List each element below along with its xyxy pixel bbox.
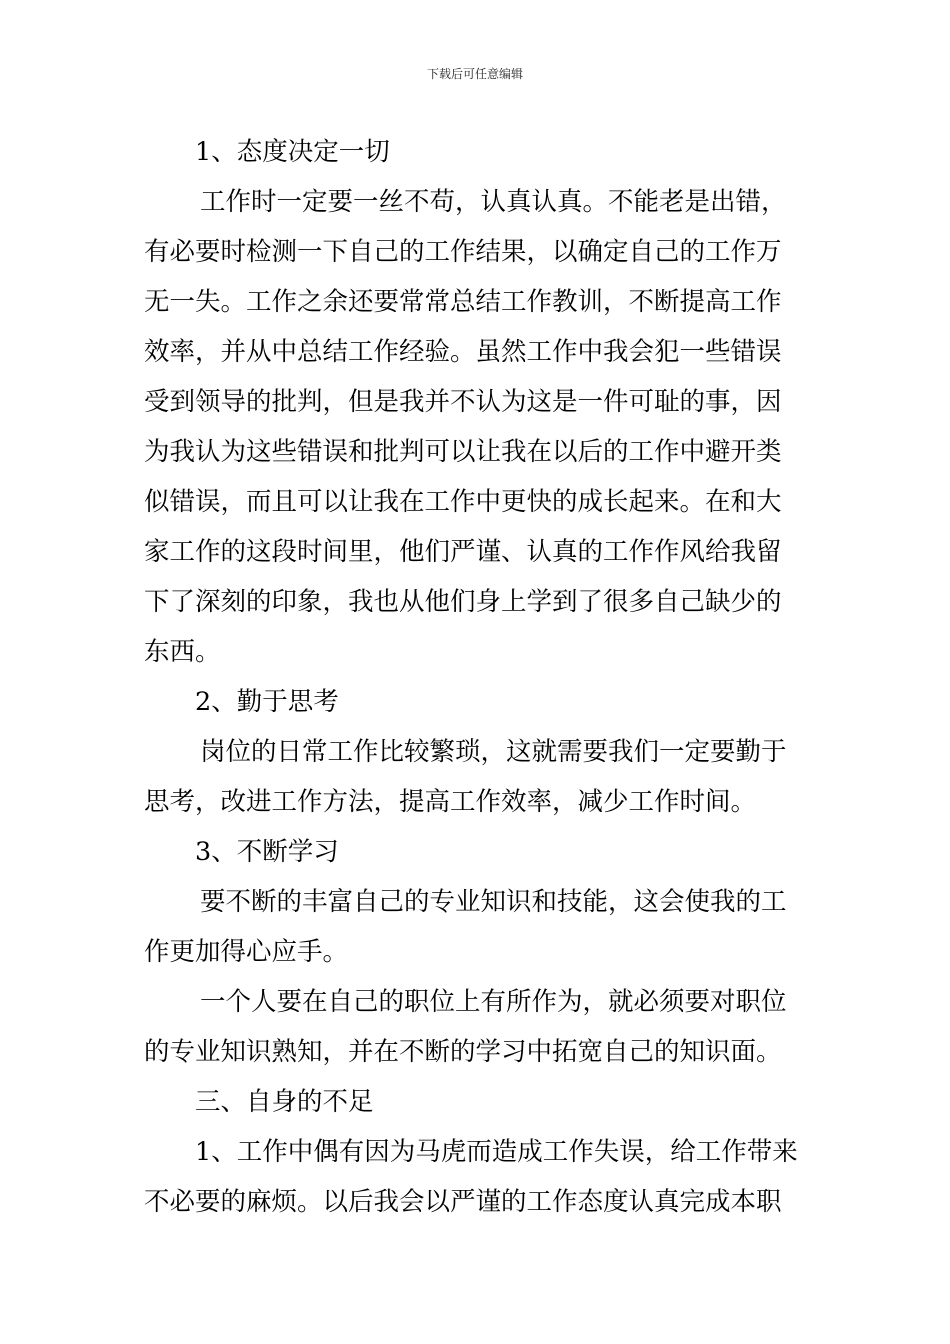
section-heading: 3、不断学习 [195,837,339,867]
paragraph-line: 效率，并从中总结工作经验。虽然工作中我会犯一些错误 [144,337,782,367]
document-body [144,127,808,1227]
paragraph-line: 似错误，而且可以让我在工作中更快的成长起来。在和大 [144,487,782,517]
paragraph-line: 作更加得心应手。 [144,937,349,967]
section-heading: 三、自身的不足 [195,1087,374,1117]
page-header: 下载后可任意编辑 [426,67,523,81]
paragraph-line: 不必要的麻烦。以后我会以严谨的工作态度认真完成本职 [144,1187,782,1217]
paragraph-line: 的专业知识熟知，并在不断的学习中拓宽自己的知识面。 [144,1037,782,1067]
paragraph-line: 一个人要在自己的职位上有所作为，就必须要对职位 [200,987,787,1017]
section-heading: 2、勤于思考 [195,687,339,717]
section-heading: 1、态度决定一切 [195,137,390,167]
paragraph-line: 要不断的丰富自己的专业知识和技能，这会使我的工 [200,887,787,917]
paragraph-line: 下了深刻的印象，我也从他们身上学到了很多自己缺少的 [144,587,782,617]
paragraph-line: 思考，改进工作方法，提高工作效率，减少工作时间。 [144,787,757,817]
paragraph-line: 工作时一定要一丝不苟，认真认真。不能老是出错， [200,187,787,217]
paragraph-line: 岗位的日常工作比较繁琐，这就需要我们一定要勤于 [200,737,787,767]
paragraph-line: 东西。 [144,637,221,667]
paragraph-line: 无一失。工作之余还要常常总结工作教训，不断提高工作 [144,287,782,317]
paragraph-line: 家工作的这段时间里，他们严谨、认真的工作作风给我留 [144,537,782,567]
paragraph-line: 受到领导的批判，但是我并不认为这是一件可耻的事，因 [144,387,782,417]
paragraph-line: 有必要时检测一下自己的工作结果，以确定自己的工作万 [144,237,782,267]
paragraph-line: 为我认为这些错误和批判可以让我在以后的工作中避开类 [144,437,782,467]
paragraph-line: 1、工作中偶有因为马虎而造成工作失误，给工作带来 [195,1137,798,1167]
